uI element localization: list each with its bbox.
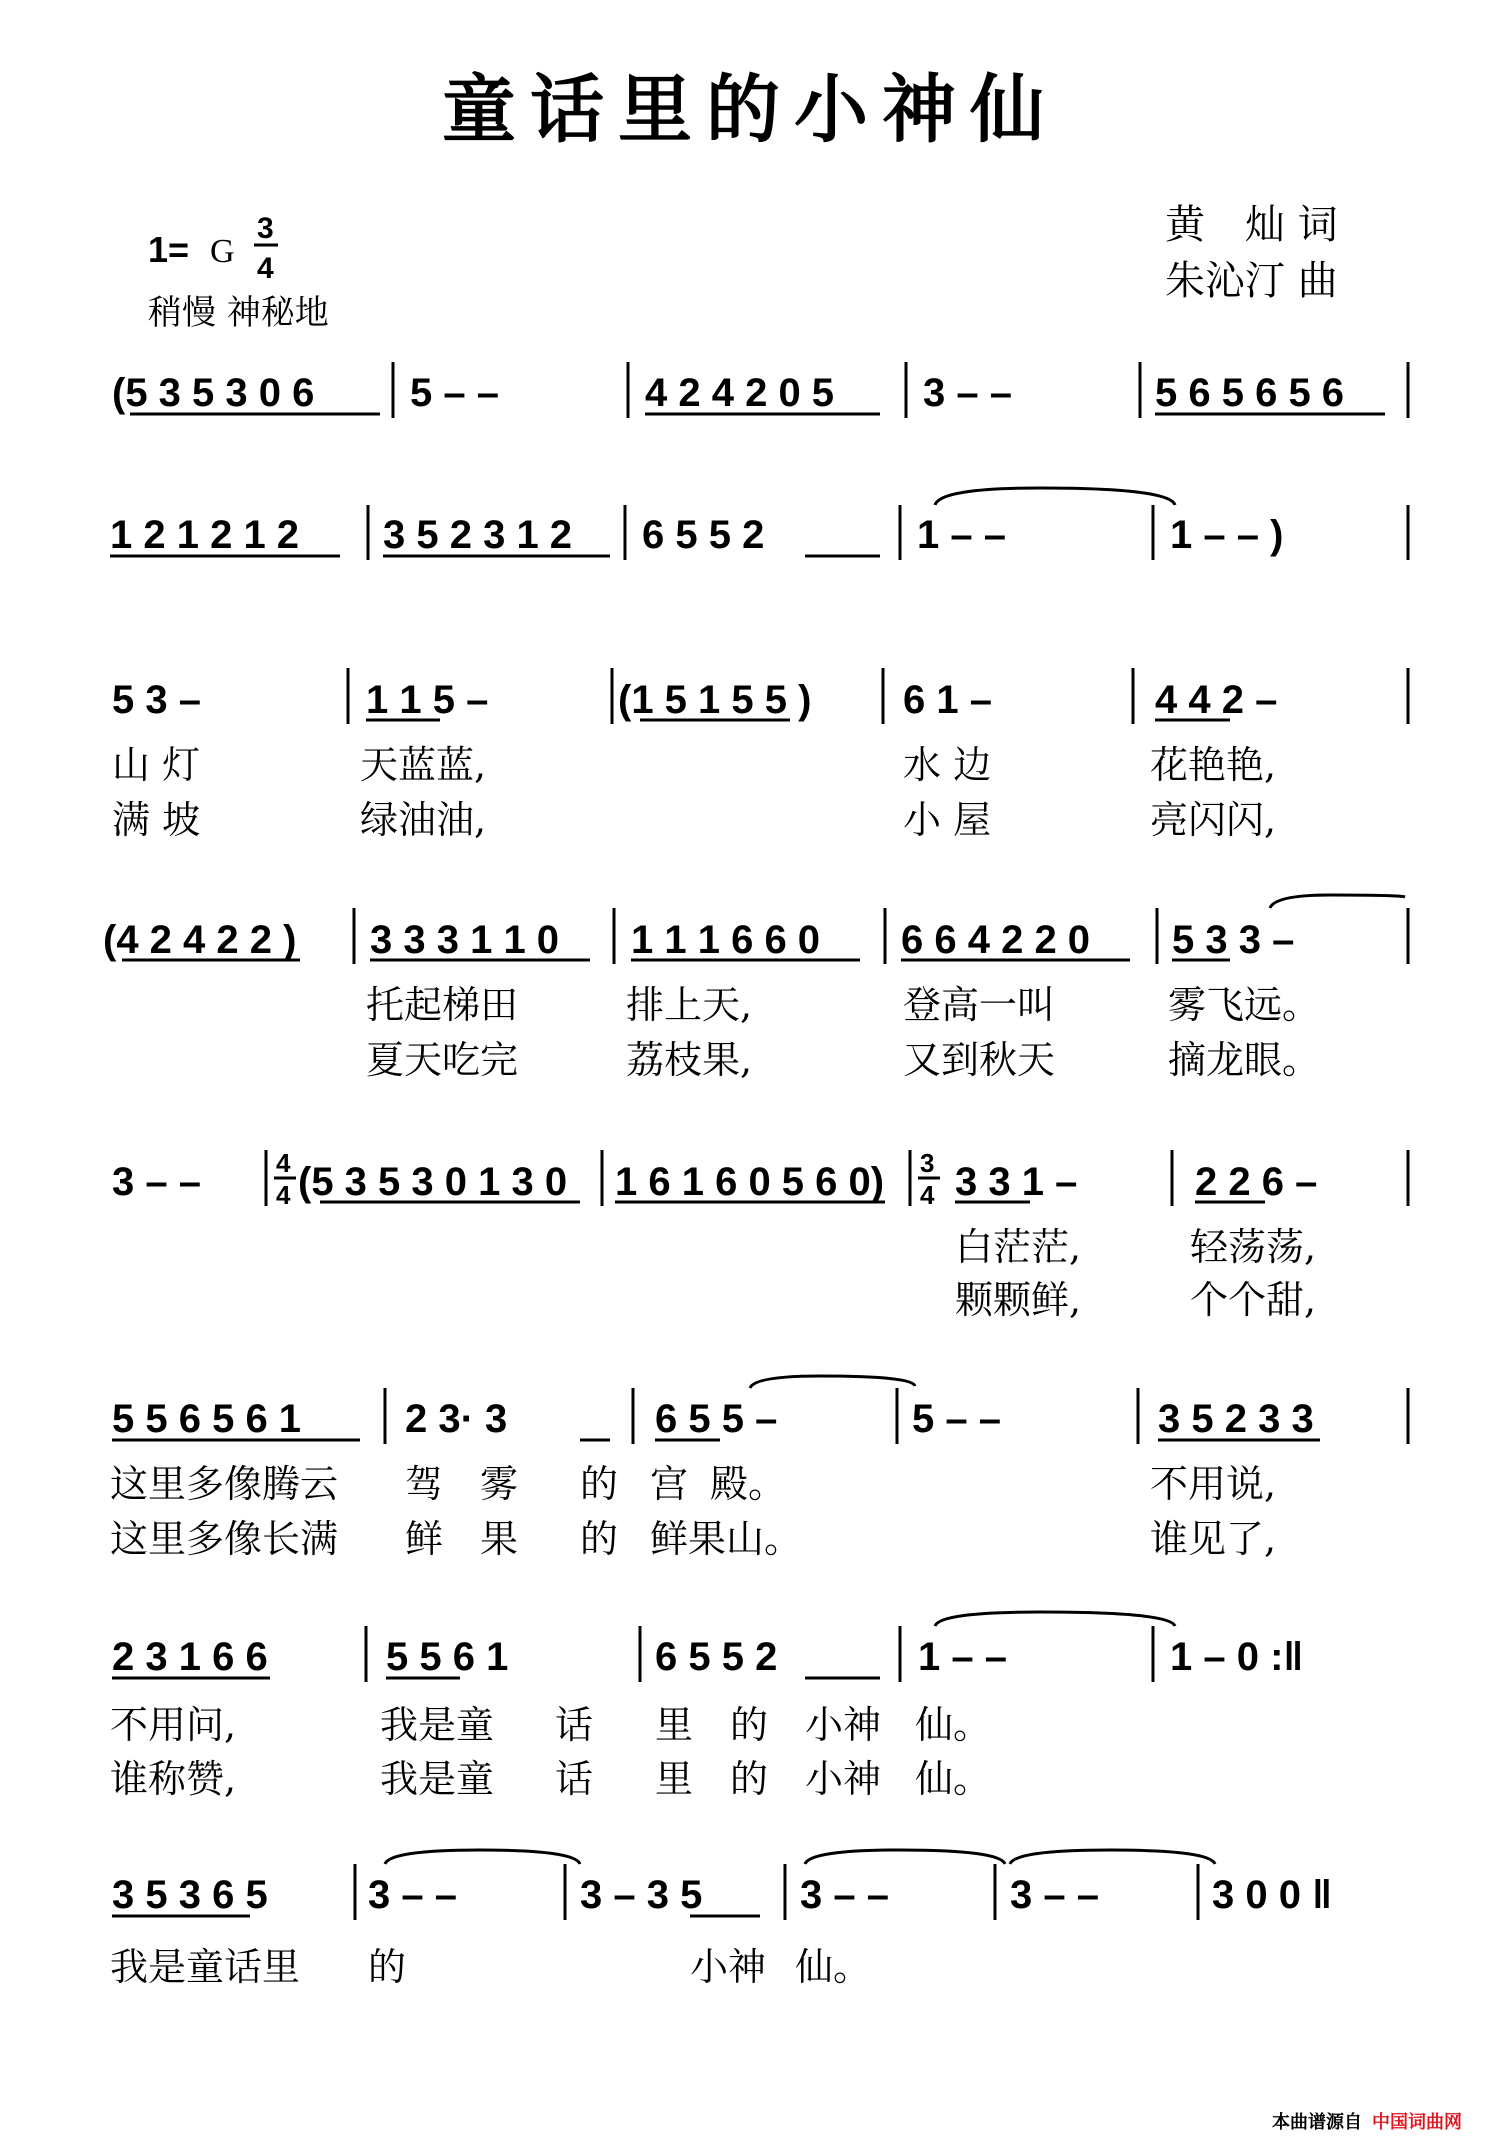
staff-row-4 (103, 895, 1408, 964)
lyrics-row-5 (955, 1225, 1316, 1322)
staff-row-3 (112, 668, 1408, 724)
svg-text:山 灯: 山 灯 (112, 743, 201, 787)
row4-seg1: (4 2 4 2 2 ) (103, 918, 297, 962)
svg-text:这里多像长满: 这里多像长满 (110, 1517, 339, 1561)
svg-text:天蓝蓝,: 天蓝蓝, (360, 743, 487, 787)
row8-seg2: 3 – – (368, 1873, 457, 1917)
time-signature-change-3-4 (918, 1148, 940, 1210)
row7-seg1: 2 3 1 6 6 (112, 1635, 268, 1679)
svg-text:仙。: 仙。 (915, 1757, 992, 1801)
svg-text:1: 1 (148, 229, 169, 270)
svg-text:宫: 宫 (650, 1462, 689, 1506)
row2-seg4: 1 – – (917, 513, 1006, 557)
svg-text:花艳艳,: 花艳艳, (1150, 743, 1277, 787)
song-title: 童话里的小神仙 (442, 67, 1058, 153)
row4-seg4: 6 6 4 2 2 0 (901, 918, 1091, 962)
row1-seg2: 5 – – (410, 371, 499, 415)
row2-seg2: 3 5 2 3 1 2 (383, 513, 573, 557)
svg-text:小神: 小神 (805, 1703, 882, 1747)
row1-seg4: 3 – – (923, 371, 1012, 415)
svg-text:4: 4 (257, 252, 274, 285)
row5-seg2: (5 3 5 3 0 1 3 0 (298, 1160, 568, 1204)
row8-seg5: 3 – – (1010, 1873, 1099, 1917)
row3-seg3: (1 5 1 5 5 ) (618, 678, 812, 722)
svg-text:里: 里 (655, 1703, 694, 1747)
svg-text:的: 的 (730, 1703, 769, 1747)
svg-text:轻荡荡,: 轻荡荡, (1190, 1225, 1317, 1269)
lyricist-credit: 黄 灿 词 (1165, 202, 1338, 248)
svg-text:3: 3 (257, 212, 274, 245)
svg-text:白茫茫,: 白茫茫, (955, 1225, 1082, 1269)
svg-text:的: 的 (580, 1462, 619, 1506)
svg-text:4: 4 (276, 1180, 291, 1210)
row6-seg1: 5 5 6 5 6 1 (112, 1397, 302, 1441)
row8-seg3: 3 – 3 5 (580, 1873, 703, 1917)
staff-row-1 (112, 362, 1408, 418)
row5-seg1: 3 – – (112, 1160, 201, 1204)
staff-row-2 (110, 488, 1408, 560)
row8-seg1: 3 5 3 6 5 (112, 1873, 268, 1917)
svg-text:又到秋天: 又到秋天 (903, 1038, 1056, 1082)
site-name: 中国词曲网 (1372, 2112, 1462, 2133)
svg-text:G: G (210, 233, 235, 270)
row7-seg3: 6 5 5 2 (655, 1635, 778, 1679)
svg-text:亮闪闪,: 亮闪闪, (1150, 798, 1277, 842)
row4-seg2: 3 3 3 1 1 0 (370, 918, 560, 962)
row6-seg5: 3 5 2 3 3 (1158, 1397, 1314, 1441)
svg-text:殿。: 殿。 (710, 1462, 787, 1506)
row3-seg5: 4 4 2 – (1155, 678, 1278, 722)
lyrics-row-6 (110, 1462, 1276, 1561)
row7-seg5: 1 – 0 :‖ (1170, 1635, 1304, 1679)
svg-text:鲜果山。: 鲜果山。 (650, 1517, 803, 1561)
lyrics-row-8 (110, 1945, 871, 1989)
svg-text:话: 话 (555, 1703, 594, 1747)
svg-text:谁见了,: 谁见了, (1150, 1517, 1277, 1561)
svg-text:满 坡: 满 坡 (112, 798, 201, 842)
row2-seg5: 1 – – ) (1170, 513, 1284, 557)
svg-text:鲜: 鲜 (405, 1517, 444, 1561)
row6-seg2: 2 3· 3 (405, 1397, 508, 1441)
svg-text:不用说,: 不用说, (1150, 1462, 1277, 1506)
svg-text:小 屋: 小 屋 (903, 798, 992, 842)
svg-text:话: 话 (555, 1757, 594, 1801)
svg-text:排上天,: 排上天, (626, 983, 753, 1027)
svg-text:水 边: 水 边 (903, 743, 992, 787)
staff-row-7 (112, 1612, 1303, 1682)
row7-seg2: 5 5 6 1 (386, 1635, 509, 1679)
svg-text:小神: 小神 (690, 1945, 767, 1989)
row2-seg1: 1 2 1 2 1 2 (110, 513, 300, 557)
time-signature-change-4-4 (274, 1148, 296, 1210)
row5-seg5: 2 2 6 – (1195, 1160, 1318, 1204)
svg-text:我是童: 我是童 (380, 1703, 495, 1747)
svg-text:=: = (168, 229, 190, 270)
svg-text:摘龙眼。: 摘龙眼。 (1168, 1038, 1321, 1082)
tempo-marking: 稍慢 神秘地 (148, 293, 329, 333)
svg-text:里: 里 (655, 1757, 694, 1801)
svg-text:颗颗鲜,: 颗颗鲜, (955, 1278, 1082, 1322)
source-footer (1272, 2111, 1462, 2133)
svg-text:托起梯田: 托起梯田 (366, 983, 519, 1027)
lyrics-row-3 (112, 743, 1276, 842)
svg-text:仙。: 仙。 (915, 1703, 992, 1747)
svg-text:雾飞远。: 雾飞远。 (1168, 983, 1321, 1027)
svg-text:绿油油,: 绿油油, (360, 798, 487, 842)
row6-seg3: 6 5 5 – (655, 1397, 778, 1441)
staff-row-6 (112, 1376, 1408, 1444)
row8-seg4: 3 – – (800, 1873, 889, 1917)
svg-text:的: 的 (730, 1757, 769, 1801)
svg-text:3: 3 (920, 1148, 935, 1178)
key-signature (148, 212, 278, 285)
row1-seg5: 5 6 5 6 5 6 (1155, 371, 1345, 415)
svg-text:仙。: 仙。 (795, 1945, 872, 1989)
row1-seg3: 4 2 4 2 0 5 (645, 371, 835, 415)
composer-credit: 朱沁汀 曲 (1165, 258, 1338, 304)
row3-seg1: 5 3 – (112, 678, 201, 722)
svg-text:这里多像腾云: 这里多像腾云 (110, 1462, 339, 1506)
time-signature (254, 212, 278, 285)
lyrics-row-4 (366, 983, 1320, 1082)
svg-text:不用问,: 不用问, (110, 1703, 237, 1747)
row1-seg1: (5 3 5 3 0 6 (112, 371, 315, 415)
svg-text:谁称赞,: 谁称赞, (110, 1757, 237, 1801)
source-label: 本曲谱源自 (1272, 2112, 1362, 2133)
svg-text:驾: 驾 (405, 1462, 444, 1506)
svg-text:的: 的 (580, 1517, 619, 1561)
svg-text:果: 果 (480, 1517, 519, 1561)
staff-row-5 (112, 1148, 1408, 1210)
row5-seg3: 1 6 1 6 0 5 6 0) (615, 1160, 885, 1204)
svg-text:个个甜,: 个个甜, (1190, 1278, 1317, 1322)
row7-seg4: 1 – – (918, 1635, 1007, 1679)
row5-seg4: 3 3 1 – (955, 1160, 1078, 1204)
svg-text:的: 的 (368, 1945, 407, 1989)
row6-seg4: 5 – – (912, 1397, 1001, 1441)
row3-seg2: 1 1 5 – (366, 678, 489, 722)
row4-seg5: 5 3 3 – (1172, 918, 1295, 962)
svg-text:我是童话里: 我是童话里 (110, 1945, 301, 1989)
row8-seg6: 3 0 0 ‖ (1212, 1873, 1332, 1917)
lyrics-row-7 (110, 1703, 991, 1801)
row3-seg4: 6 1 – (903, 678, 992, 722)
svg-text:我是童: 我是童 (380, 1757, 495, 1801)
svg-text:雾: 雾 (480, 1462, 519, 1506)
staff-row-8 (112, 1850, 1332, 1920)
svg-text:登高一叫: 登高一叫 (903, 983, 1056, 1027)
svg-text:小神: 小神 (805, 1757, 882, 1801)
svg-text:4: 4 (920, 1180, 935, 1210)
row4-seg3: 1 1 1 6 6 0 (631, 918, 821, 962)
svg-text:4: 4 (276, 1148, 291, 1178)
svg-text:荔枝果,: 荔枝果, (626, 1038, 753, 1082)
row2-seg3: 6 5 5 2 (642, 513, 765, 557)
svg-text:夏天吃完: 夏天吃完 (366, 1038, 519, 1082)
